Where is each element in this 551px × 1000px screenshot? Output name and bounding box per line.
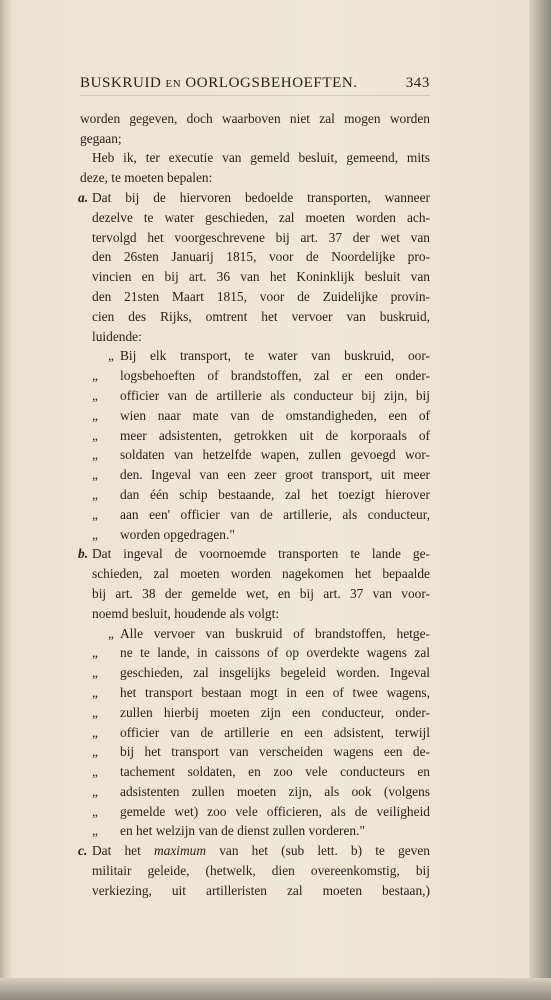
line-text: dan één schip bestaande, zal het toezigt hierover xyxy=(120,486,430,502)
quote-mark: „ xyxy=(92,387,98,403)
quote-mark: „ xyxy=(92,447,98,463)
quote-line xyxy=(80,643,430,663)
page-number: 343 xyxy=(405,75,430,91)
quote-mark: „ xyxy=(92,823,98,839)
quote-line xyxy=(80,386,430,406)
quote-line xyxy=(80,505,430,525)
quote-line xyxy=(80,525,430,545)
quote-mark: „ xyxy=(92,486,98,502)
quote-mark: „ xyxy=(92,407,98,423)
line-text: logsbehoeften of brandstoffen, zal er een onder- xyxy=(120,368,430,384)
line-text: adsistenten zullen moeten zijn, als ook (volgens xyxy=(120,783,430,799)
item-a-line xyxy=(80,188,430,208)
quote-line xyxy=(80,406,430,426)
page-text xyxy=(80,74,430,901)
text-line: gegaan; xyxy=(80,130,122,146)
page-edge-right xyxy=(529,0,551,1000)
text-line: schieden, zal moeten worden nagekomen het bepaalde xyxy=(92,566,430,582)
text-line: tervolgd het voorgeschrevene bij art. 37 der wet van xyxy=(92,229,430,245)
line-text: ne te lande, in caissons of op overdekte wagens zal xyxy=(120,645,430,661)
quote-line xyxy=(80,723,430,743)
text-line: vincien en bij art. 36 van het Koninklijk besluit van xyxy=(92,269,430,285)
text-line: verkiezing, uit artilleristen zal moeten bestaan,) xyxy=(92,882,430,898)
line-text: tachement soldaten, en zoo vele conducteurs en xyxy=(120,764,430,780)
text-line: militair geleide, (hetwelk, dien overeenkomstig, bij xyxy=(92,863,430,879)
quote-line xyxy=(80,742,430,762)
item-marker-c: c. xyxy=(78,843,88,859)
text-line: den 21sten Maart 1815, voor de Zuidelijke provin- xyxy=(92,288,430,304)
text-line: dezelve te water geschieden, zal moeten worden ach- xyxy=(92,209,430,225)
quote-line xyxy=(80,802,430,822)
line-text: wien naar mate van de omstandigheden, een of xyxy=(120,407,430,423)
line-text: Dat het xyxy=(92,843,141,859)
line-text: aan een' officier van de artillerie, als conducteur, xyxy=(120,506,430,522)
quote-mark: „ xyxy=(92,645,98,661)
page-edge-bottom xyxy=(0,978,551,1000)
quote-mark: „ xyxy=(92,803,98,819)
line-text: officier van de artillerie en een adsistent, terwijl xyxy=(120,724,430,740)
title-small: EN xyxy=(165,78,182,90)
quote-line xyxy=(80,683,430,703)
line-text: meer adsistenten, getrokken uit de korporaals of xyxy=(120,427,430,443)
quote-line xyxy=(80,465,430,485)
quote-mark: „ xyxy=(108,625,114,641)
quote-line xyxy=(80,703,430,723)
quote-mark: „ xyxy=(92,665,98,681)
quote-mark: „ xyxy=(92,744,98,760)
running-title xyxy=(80,74,358,95)
quote-mark: „ xyxy=(92,427,98,443)
line-text: gemelde wet) zoo vele officieren, als de veiligheid xyxy=(120,803,430,819)
quote-mark: „ xyxy=(92,506,98,522)
quote-line xyxy=(80,366,430,386)
running-header xyxy=(80,74,430,96)
quote-mark: „ xyxy=(92,368,98,384)
quote-line xyxy=(80,346,430,366)
line-text: officier van de artillerie als conducteur bij zijn, bij xyxy=(120,387,430,403)
quote-mark: „ xyxy=(92,724,98,740)
quote-mark: „ xyxy=(92,704,98,720)
text-line: cien des Rijks, omtrent het vervoer van buskruid, xyxy=(92,308,430,324)
line-text: Alle vervoer van buskruid of brandstoffen, hetge- xyxy=(120,625,430,641)
title-part-2: OORLOGSBEHOEFTEN. xyxy=(185,75,358,91)
line-text: het transport bestaan mogt in een of twee wagens, xyxy=(120,684,430,700)
line-text: zullen hierbij moeten zijn een conducteur, onder- xyxy=(120,704,430,720)
text-line: deze, te moeten bepalen: xyxy=(80,170,213,186)
quote-line xyxy=(80,821,430,841)
text-line: worden gegeven, doch waarboven niet zal mogen worden xyxy=(80,110,430,126)
line-text: soldaten van hetzelfde wapen, zullen gevoegd wor- xyxy=(120,447,430,463)
quote-line xyxy=(80,426,430,446)
line-text: Dat ingeval de voornoemde transporten te lande ge- xyxy=(92,546,430,562)
item-b-line xyxy=(80,544,430,564)
quote-mark: „ xyxy=(92,684,98,700)
quote-mark: „ xyxy=(92,783,98,799)
line-text: Dat bij de hiervoren bedoelde transporten, wanneer xyxy=(92,189,430,205)
text-line: bij art. 38 der gemelde wet, en bij art. 37 van voor- xyxy=(92,585,430,601)
line-text: Bij elk transport, te water van buskruid, oor- xyxy=(120,348,430,364)
text-line: Heb ik, ter executie van gemeld besluit, gemeend, mits xyxy=(92,150,430,166)
quote-line xyxy=(80,663,430,683)
line-text: bij het transport van verscheiden wagens een de- xyxy=(120,744,430,760)
quote-mark: „ xyxy=(92,467,98,483)
line-text: van het (sub lett. b) te geven xyxy=(219,843,430,859)
quote-mark: „ xyxy=(92,526,98,542)
line-text: worden opgedragen." xyxy=(120,526,235,542)
quote-mark: „ xyxy=(92,764,98,780)
text-line: noemd besluit, houdende als volgt: xyxy=(92,605,280,621)
item-c-line xyxy=(80,841,430,861)
italic-term: maximum xyxy=(153,843,207,859)
item-marker-b: b. xyxy=(78,546,89,562)
line-text: en het welzijn van de dienst zullen vorderen." xyxy=(120,823,365,839)
title-part-1: BUSKRUID xyxy=(80,75,162,91)
item-marker-a: a. xyxy=(78,189,89,205)
text-line: luidende: xyxy=(92,328,142,344)
quote-line xyxy=(80,485,430,505)
quote-line xyxy=(80,624,430,644)
quote-line xyxy=(80,445,430,465)
quote-line xyxy=(80,782,430,802)
line-text: den. Ingeval van een zeer groot transport, uit meer xyxy=(120,467,430,483)
line-text: geschieden, zal insgelijks begeleid worden. Ingeval xyxy=(120,665,430,681)
quote-line xyxy=(80,762,430,782)
text-line: den 26sten Januarij 1815, voor de Noordelijke pro- xyxy=(92,249,430,265)
quote-mark: „ xyxy=(108,348,114,364)
